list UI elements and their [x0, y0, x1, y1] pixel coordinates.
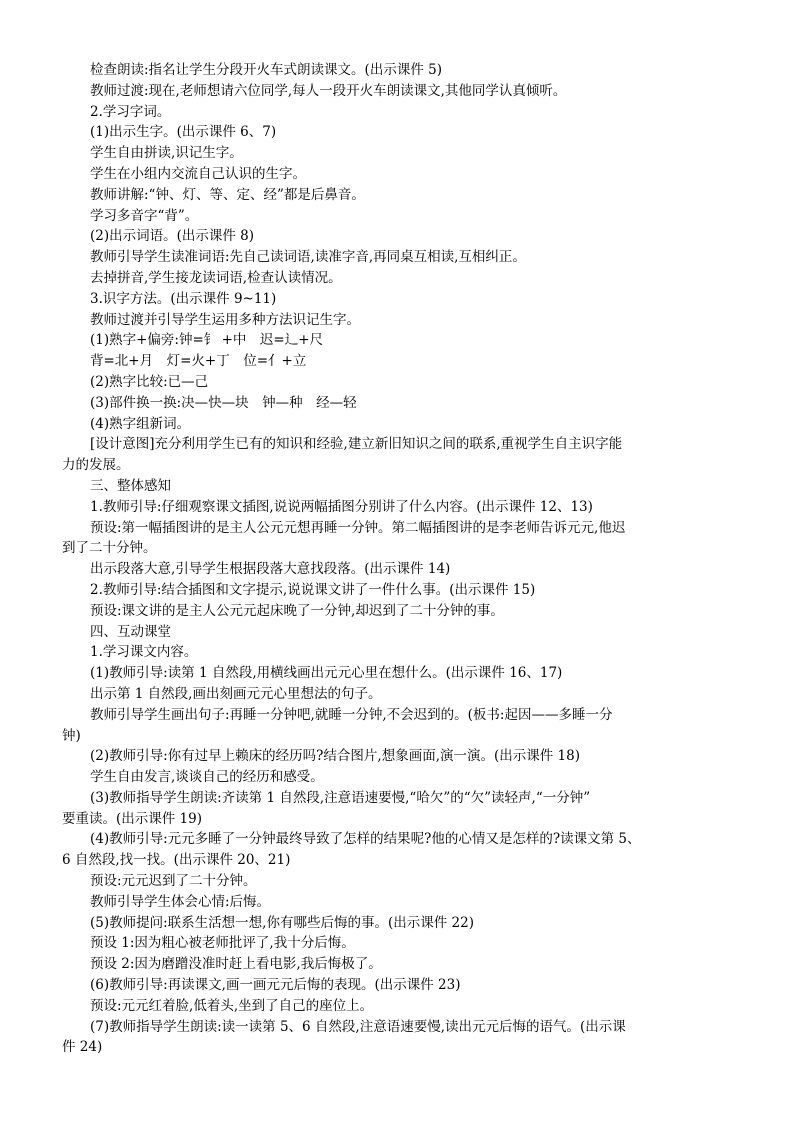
line-radical-plus-2: 背=北+月 灯=火+丁 位=亻+立 — [90, 353, 307, 370]
reading-guidance-line-2: 要重读。(出示课件 19) — [62, 810, 203, 827]
line-literacy-method: 3.识字方法。(出示课件 9~11) — [90, 290, 277, 307]
preset-illustrations-line-1: 预设:第一幅插图讲的是主人公元元想再睡一分钟。第二幅插图讲的是李老师告诉元元,他迟 — [90, 519, 626, 536]
line-bed-experience: (2)教师引导:你有过早上赖床的经历吗?结合图片,想象画面,演一演。(出示课件 18) — [90, 748, 580, 765]
line-show-words: (2)出示词语。(出示课件 8) — [90, 228, 255, 245]
result-question — [62, 829, 728, 871]
line-read-paragraph-1: (1)教师引导:读第 1 自然段,用横线画出元元心里在想什么。(出示课件 16、17) — [90, 665, 563, 682]
design-intent-line-2: 力的发展。 — [62, 457, 130, 474]
line-preset-1: 预设 1:因为粗心被老师批评了,我十分后悔。 — [90, 935, 355, 952]
line-observe-illustrations: 1.教师引导:仔细观察课文插图,说说两幅插图分别讲了什么内容。(出示课件 12、13) — [90, 498, 593, 515]
line-check-reading: 检查朗读:指名让学生分段开火车式朗读课文。(出示课件 5) — [90, 62, 442, 78]
line-regret-question: (5)教师提问:联系生活想一想,你有哪些后悔的事。(出示课件 22) — [90, 914, 474, 931]
line-read-words: 教师引导学生读准词语:先自己读词语,读准字音,再同桌互相读,互相纠正。 — [90, 249, 526, 266]
final-reading-line-2: 件 24) — [62, 1039, 103, 1056]
line-teacher-transition: 教师过渡:现在,老师想请六位同学,每人一段开火车朗读课文,其他同学认真倾听。 — [90, 82, 567, 99]
line-preset-late: 预设:元元迟到了二十分钟。 — [90, 873, 257, 890]
line-remove-pinyin: 去掉拼音,学生接龙读词语,检查认读情况。 — [90, 269, 342, 286]
design-intent — [62, 434, 728, 476]
final-reading-line-1: (7)教师指导学生朗读:读一读第 5、6 自然段,注意语速要慢,读出元元后悔的语气。(出示课 — [90, 1018, 626, 1035]
line-combine-illustrations: 2.教师引导:结合插图和文字提示,说说课文讲了一件什么事。(出示课件 15) — [90, 581, 536, 598]
result-question-line-1: (4)教师引导:元元多睡了一分钟最终导致了怎样的结果呢?他的心情又是怎样的?读课文第 5、 — [90, 831, 641, 848]
line-preset-red-face: 预设:元元红着脸,低着头,坐到了自己的座位上。 — [90, 997, 374, 1014]
result-question-line-2: 6 自然段,找一找。(出示课件 20、21) — [62, 852, 291, 869]
reading-guidance-line-1: (3)教师指导学生朗读:齐读第 1 自然段,注意语速要慢,“哈欠”的“欠”读轻声,“一分钟” — [90, 789, 591, 806]
line-group-exchange: 学生在小组内交流自己认识的生字。 — [90, 165, 306, 182]
section-heading-overall: 三、整体感知 — [90, 477, 171, 494]
draw-sentence-line-2: 钟) — [62, 727, 81, 744]
preset-illustrations — [62, 518, 728, 560]
line-feel-regret: 教师引导学生体会心情:后悔。 — [90, 893, 271, 910]
final-reading — [62, 1017, 728, 1059]
line-learn-words: 2.学习字词。 — [90, 103, 171, 120]
line-free-speech: 学生自由发言,谈谈自己的经历和感受。 — [90, 769, 324, 786]
line-reread: (6)教师引导:再读课文,画一画元元后悔的表现。(出示课件 23) — [90, 977, 461, 994]
line-free-reading: 学生自由拼读,识记生字。 — [90, 145, 243, 162]
line-new-words: (4)熟字组新词。 — [90, 415, 191, 432]
line-preset-2: 预设 2:因为磨蹭没准时赶上看电影,我后悔极了。 — [90, 956, 382, 973]
line-swap-parts: (3)部件换一换:决—快—块 钟—种 经—轻 — [90, 394, 357, 411]
section-heading-interactive: 四、互动课堂 — [90, 623, 171, 640]
line-radical-plus: (1)熟字+偏旁:钟=钅 +中 迟=辶+尺 — [90, 332, 324, 349]
line-learn-content: 1.学习课文内容。 — [90, 644, 198, 661]
line-compare: (2)熟字比较:已—己 — [90, 373, 209, 390]
line-show-characters: (1)出示生字。(出示课件 6、7) — [90, 124, 277, 141]
design-intent-line-1: [设计意图]充分利用学生已有的知识和经验,建立新旧知识之间的联系,重视学生自主识字能 — [90, 436, 623, 453]
document-page — [62, 60, 728, 1058]
line-polyphone: 学习多音字“背”。 — [90, 207, 199, 224]
line-preset-story: 预设:课文讲的是主人公元元起床晚了一分钟,却迟到了二十分钟的事。 — [90, 602, 504, 619]
line-guide-methods: 教师过渡并引导学生运用多种方法识记生字。 — [90, 311, 360, 328]
draw-sentence-line-1: 教师引导学生画出句子:再睡一分钟吧,就睡一分钟,不会迟到的。(板书:起因——多睡一分 — [90, 706, 613, 723]
preset-illustrations-line-2: 到了二十分钟。 — [62, 540, 157, 557]
line-teacher-explain: 教师讲解:“钟、灯、等、定、经”都是后鼻音。 — [90, 186, 365, 203]
line-show-paragraph-1: 出示第 1 自然段,画出刻画元元心里想法的句子。 — [90, 685, 382, 702]
line-paragraph-meaning: 出示段落大意,引导学生根据段落大意找段落。(出示课件 14) — [90, 561, 451, 578]
reading-guidance — [62, 788, 728, 830]
draw-sentence — [62, 705, 728, 747]
